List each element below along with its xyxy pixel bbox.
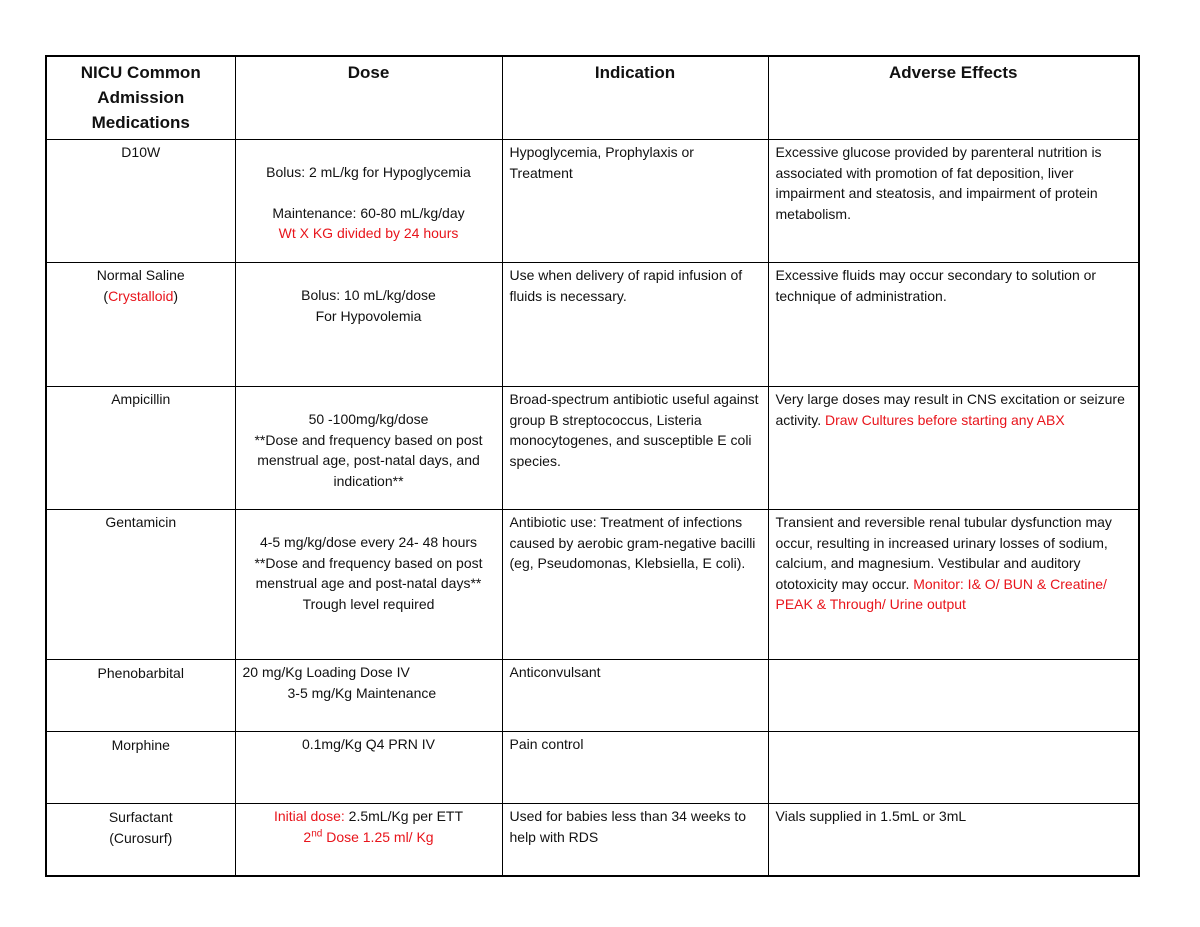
medication-name-text: D10W	[121, 144, 161, 160]
medication-brand-text: (Curosurf)	[109, 829, 173, 846]
dose-line	[243, 827, 495, 848]
table-row	[46, 263, 1139, 387]
table-row	[46, 732, 1139, 804]
indication-cell: Use when delivery of rapid infusion of fluids is necessary.	[502, 263, 768, 387]
dose-cell	[235, 140, 502, 263]
dose-cell	[235, 732, 502, 804]
medication-name-text: Morphine	[111, 737, 170, 753]
dose-cell	[235, 660, 502, 732]
indication-cell: Broad-spectrum antibiotic useful against group B streptococcus, Listeria monocytogenes, and susceptible E coli species.	[502, 387, 768, 510]
name-crystalloid: Crystalloid	[108, 287, 174, 304]
header-adverse-effects: Adverse Effects	[768, 56, 1139, 140]
adverse-effects-cell	[768, 732, 1139, 804]
indication-cell: Anticonvulsant	[502, 660, 768, 732]
dose-maintenance: Maintenance: 60-80 mL/kg/day	[272, 204, 465, 221]
indication-cell: Pain control	[502, 732, 768, 804]
adverse-effects-cell	[768, 387, 1139, 510]
dose-cell	[235, 263, 502, 387]
medication-name	[46, 804, 235, 877]
indication-cell: Antibiotic use: Treatment of infections caused by aerobic gram-negative bacilli (eg, Pseudomonas, Klebsiella, E coli).	[502, 510, 768, 660]
adverse-text: Very large doses may result in CNS excitation or seizure activity.	[775, 391, 1125, 428]
dose-line: Bolus: 10 mL/kg/dose	[301, 287, 436, 303]
dose-line: Trough level required	[302, 595, 435, 612]
adverse-warning: Monitor: I& O/ BUN & Creatine/ PEAK & Through/ Urine output	[775, 575, 1107, 612]
dose-second-ordinal: nd	[311, 827, 323, 839]
dose-cell	[235, 804, 502, 877]
adverse-effects-cell	[768, 660, 1139, 732]
dose-line: 3-5 mg/Kg Maintenance	[287, 684, 437, 701]
medication-name	[46, 387, 235, 510]
indication-cell: Hypoglycemia, Prophylaxis or Treatment	[502, 140, 768, 263]
dose-note: Wt X KG divided by 24 hours	[278, 225, 459, 241]
adverse-effects-cell: Excessive fluids may occur secondary to solution or technique of administration.	[768, 263, 1139, 387]
table-row	[46, 510, 1139, 660]
header-medication: NICU Common Admission Medications	[46, 56, 235, 140]
adverse-effects-cell: Excessive glucose provided by parenteral nutrition is associated with promotion of fat deposition, liver impairment and steatosis, and impairment of protein metabolism.	[768, 140, 1139, 263]
medication-name-text: Ampicillin	[111, 391, 171, 407]
medication-name-text: Surfactant	[108, 809, 173, 825]
header-row	[46, 56, 1139, 140]
dose-line: 4-5 mg/kg/dose every 24- 48 hours	[259, 534, 478, 550]
medication-name	[46, 510, 235, 660]
dose-line: 50 -100mg/kg/dose	[308, 411, 429, 427]
dose-line: 0.1mg/Kg Q4 PRN IV	[301, 736, 436, 752]
name-paren-open: (	[103, 287, 109, 304]
table-row	[46, 387, 1139, 510]
header-dose: Dose	[235, 56, 502, 140]
dose-line: For Hypovolemia	[315, 307, 422, 324]
medication-name-text: Phenobarbital	[97, 665, 184, 681]
dose-initial-label: Initial dose:	[273, 808, 345, 824]
dose-line: 20 mg/Kg Loading Dose IV	[242, 664, 410, 680]
name-paren-close: )	[173, 287, 179, 304]
medication-name	[46, 660, 235, 732]
medication-name-text: Normal Saline	[96, 267, 185, 283]
table-row	[46, 660, 1139, 732]
dose-cell	[235, 387, 502, 510]
nicu-medications-table	[45, 55, 1140, 877]
dose-line: **Dose and frequency based on post menstrual age and post-natal days**	[254, 554, 483, 591]
medication-name-text: Gentamicin	[105, 514, 177, 530]
dose-second-number: 2	[303, 828, 312, 845]
adverse-warning: Draw Cultures before starting any ABX	[825, 411, 1065, 428]
dose-cell	[235, 510, 502, 660]
dose-initial-value: 2.5mL/Kg per ETT	[344, 808, 464, 824]
indication-cell: Used for babies less than 34 weeks to help with RDS	[502, 804, 768, 877]
adverse-text: Transient and reversible renal tubular dysfunction may occur, resulting in increased urinary losses of sodium, calcium, and magnesium. Vestibular and auditory ototoxicity may occur.	[775, 514, 1112, 592]
table-row	[46, 804, 1139, 877]
dose-second-value: Dose 1.25 ml/ Kg	[322, 828, 434, 845]
dose-bolus: Bolus: 2 mL/kg for Hypoglycemia	[266, 164, 471, 180]
adverse-effects-cell	[768, 510, 1139, 660]
adverse-effects-cell: Vials supplied in 1.5mL or 3mL	[768, 804, 1139, 877]
table-row	[46, 140, 1139, 263]
medication-name	[46, 263, 235, 387]
medication-name	[46, 732, 235, 804]
medication-name	[46, 140, 235, 263]
header-indication: Indication	[502, 56, 768, 140]
dose-line	[243, 806, 495, 827]
dose-line: **Dose and frequency based on post menstrual age, post-natal days, and indication**	[254, 431, 483, 489]
